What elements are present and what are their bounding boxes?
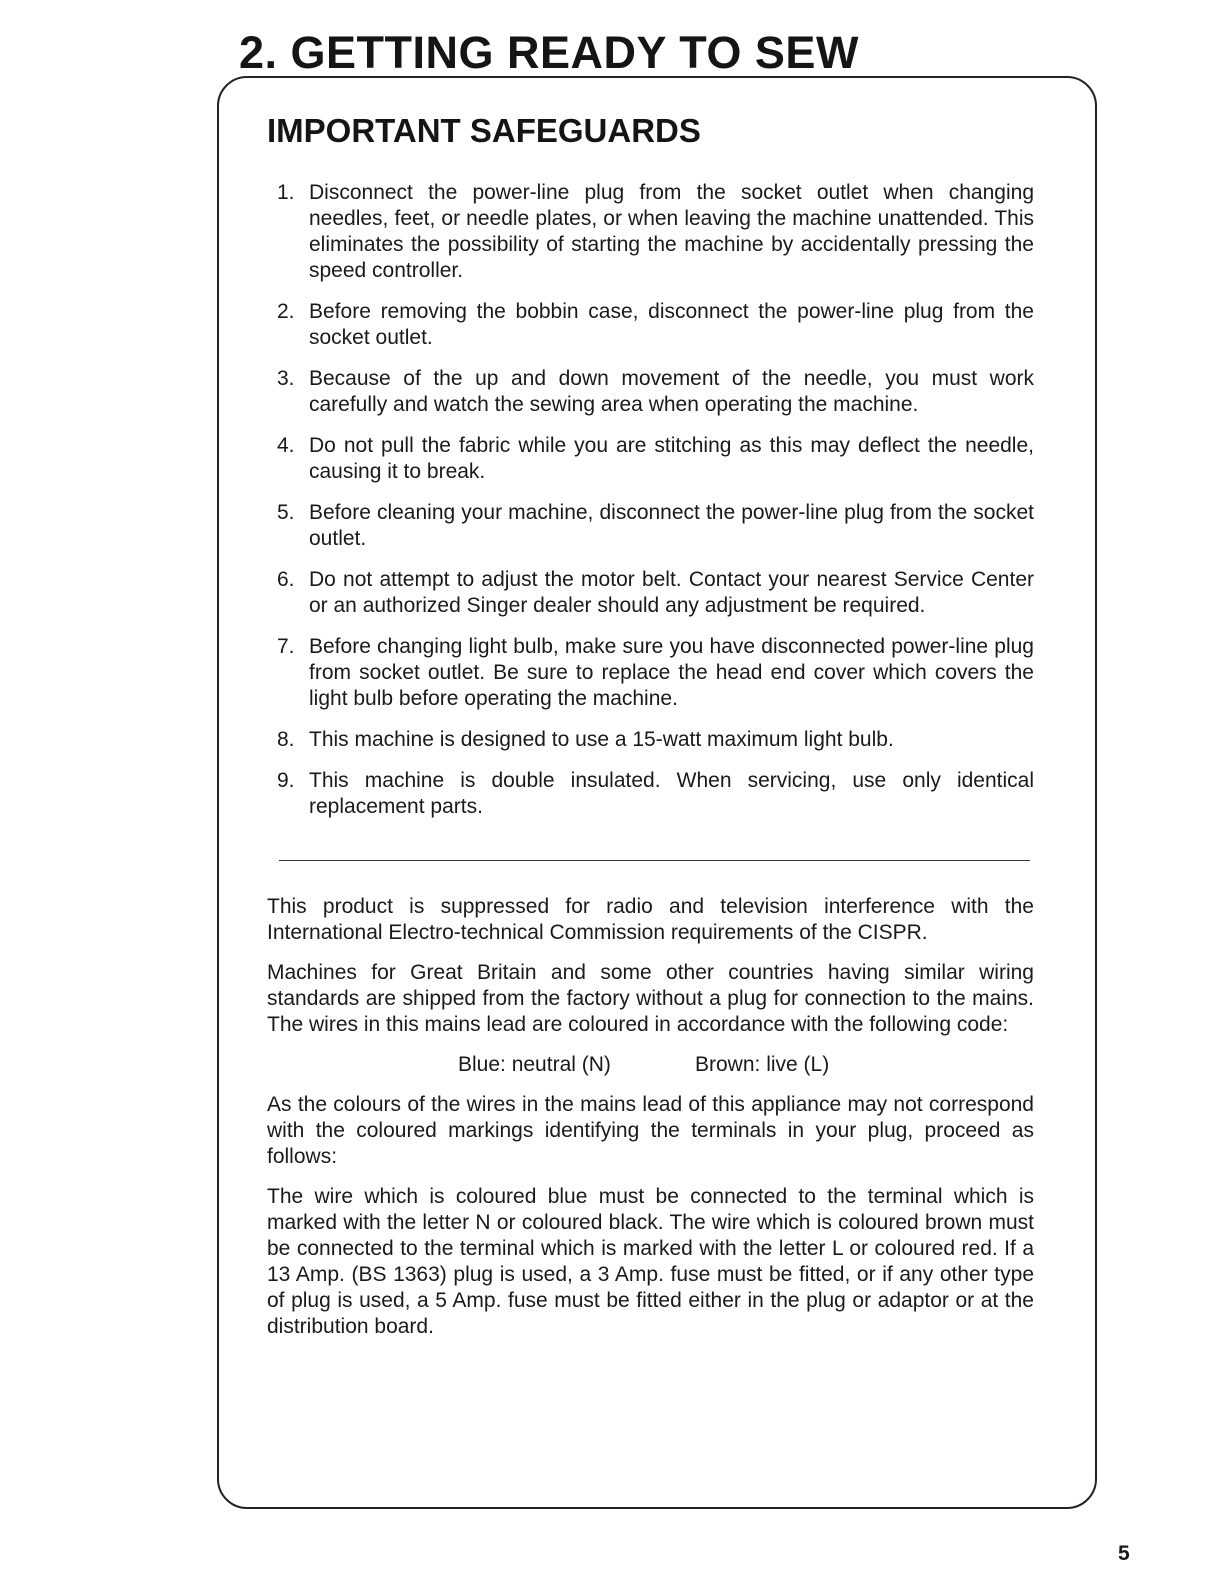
safeguard-item [277,366,1034,418]
item-text: Because of the up and down movement of the needle, you must work carefully and watch the sewing area when operating the machine. [309,367,1034,416]
item-text: This machine is designed to use a 15-watt maximum light bulb. [309,728,894,751]
safeguard-item [277,180,1034,284]
item-number: 6. [277,568,295,591]
item-number: 8. [277,728,295,751]
item-text: Disconnect the power-line plug from the socket outlet when changing needles, feet, or needle plates, or when leaving the machine unattended. This eliminates the possibility of starting the machine by accidentally pressing the speed controller. [309,181,1034,282]
safeguard-item [277,299,1034,351]
page-number: 5 [1118,1542,1130,1565]
chapter-title: 2. GETTING READY TO SEW [239,27,859,78]
great-britain-note: Machines for Great Britain and some other countries having similar wiring standards are shipped from the factory without a plug for connection to the mains. The wires in this mains lead are coloured in accordance with the following code: [267,961,1034,1036]
item-number: 7. [277,635,295,658]
safeguards-list [277,180,1034,835]
section-heading: IMPORTANT SAFEGUARDS [267,112,701,149]
item-text: Before changing light bulb, make sure you have disconnected power-line plug from socket outlet. Be sure to replace the head end cover which covers the light bulb before operating the machine. [309,635,1034,710]
wire-blue-label: Blue: neutral (N) [458,1053,611,1076]
safeguard-item [277,727,1034,753]
item-text: Do not pull the fabric while you are stitching as this may deflect the needle, causing it to break. [309,434,1034,483]
wire-colour-code [267,1052,1034,1078]
item-text: Before removing the bobbin case, disconnect the power-line plug from the socket outlet. [309,300,1034,349]
section-divider [279,860,1030,861]
item-number: 1. [277,181,295,204]
notes-section [267,894,1034,1354]
safeguard-item [277,768,1034,820]
wire-brown-label: Brown: live (L) [695,1053,830,1076]
item-number: 4. [277,434,295,457]
item-number: 9. [277,769,295,792]
suppression-note: This product is suppressed for radio and television interference with the International Electro-technical Commission requirements of the CISPR. [267,895,1034,944]
safeguard-item [277,567,1034,619]
item-number: 5. [277,501,295,524]
safeguard-item [277,500,1034,552]
item-text: Do not attempt to adjust the motor belt. Contact your nearest Service Center or an authorized Singer dealer should any adjustment be required. [309,568,1034,617]
colours-warning-note: As the colours of the wires in the mains lead of this appliance may not correspond with the coloured markings identifying the terminals in your plug, proceed as follows: [267,1093,1034,1168]
item-number: 2. [277,300,295,323]
connection-instructions: The wire which is coloured blue must be connected to the terminal which is marked with the letter N or coloured black. The wire which is coloured brown must be connected to the terminal which is marked with the letter L or coloured red. If a 13 Amp. (BS 1363) plug is used, a 3 Amp. fuse must be fitted, or if any other type of plug is used, a 5 Amp. fuse must be fitted either in the plug or adaptor or at the distribution board. [267,1185,1034,1338]
item-text: Before cleaning your machine, disconnect the power-line plug from the socket outlet. [309,501,1034,550]
item-number: 3. [277,367,295,390]
safeguard-item [277,433,1034,485]
safeguard-item [277,634,1034,712]
item-text: This machine is double insulated. When servicing, use only identical replacement parts. [309,769,1034,818]
